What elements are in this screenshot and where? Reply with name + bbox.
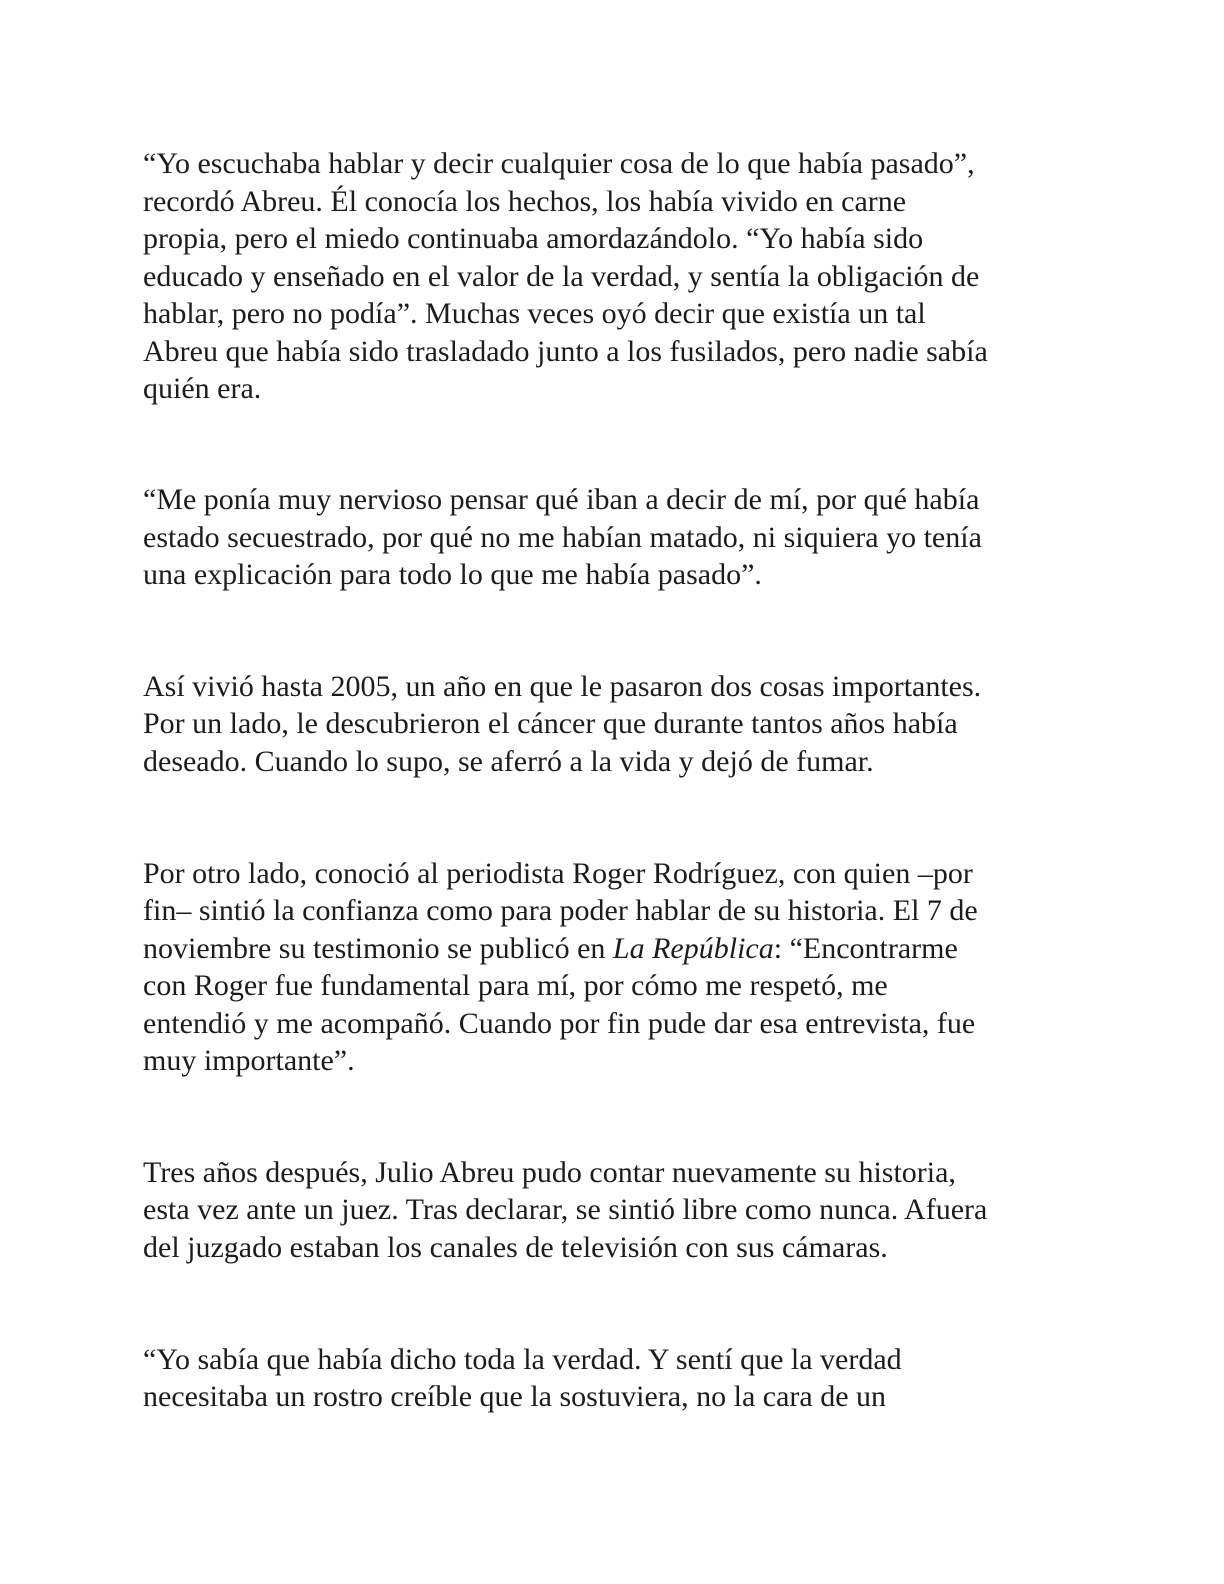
paragraph-4-line-1: Por otro lado, conoció al periodista Roger Rodríguez, con quien –por [143,857,973,890]
paragraph-1-line-7: quién era. [143,372,262,405]
paragraph-5-line-3: del juzgado estaban los canales de televisión con sus cámaras. [143,1231,888,1264]
paragraph-1-line-5: hablar, pero no podía”. Muchas veces oyó decir que existía un tal [143,297,926,330]
paragraph-4-line-3 [143,930,958,968]
paragraph-3-line-1: Así vivió hasta 2005, un año en que le pasaron dos cosas importantes. [143,670,982,703]
paragraph-1-line-1: “Yo escuchaba hablar y decir cualquier cosa de lo que había pasado”, [143,147,975,180]
paragraph-1-line-2: recordó Abreu. Él conocía los hechos, los había vivido en carne [143,185,907,218]
paragraph-4-line-3-start: noviembre su testimonio se publicó en [143,932,613,965]
paragraph-4-line-3-end: : “Encontrarme [773,932,958,965]
paragraph-4-line-5: entendió y me acompañó. Cuando por fin pude dar esa entrevista, fue [143,1007,976,1040]
paragraph-3-line-2: Por un lado, le descubrieron el cáncer que durante tantos años había [143,707,958,740]
paragraph-5-line-2: esta vez ante un juez. Tras declarar, se sintió libre como nunca. Afuera [143,1193,988,1226]
paragraph-2-line-3: una explicación para todo lo que me había pasado”. [143,558,762,591]
paragraph-1-line-3: propia, pero el miedo continuaba amordazándolo. “Yo había sido [143,222,924,255]
paragraph-4-line-4: con Roger fue fundamental para mí, por cómo me respetó, me [143,969,888,1002]
paragraph-1-line-6: Abreu que había sido trasladado junto a los fusilados, pero nadie sabía [143,335,988,368]
paragraph-6-line-1: “Yo sabía que había dicho toda la verdad. Y sentí que la verdad [143,1343,902,1376]
paragraph-2-line-2: estado secuestrado, por qué no me habían matado, ni siquiera yo tenía [143,521,982,554]
newspaper-title-la-republica: La República [612,932,774,965]
paragraph-4-line-2: fin– sintió la confianza como para poder hablar de su historia. El 7 de [143,894,978,927]
paragraph-4-line-6: muy importante”. [143,1044,355,1077]
paragraph-5-line-1: Tres años después, Julio Abreu pudo contar nuevamente su historia, [143,1156,956,1189]
paragraph-2-line-1: “Me ponía muy nervioso pensar qué iban a decir de mí, por qué había [143,483,980,516]
paragraph-6-line-2: necesitaba un rostro creíble que la sostuviera, no la cara de un [143,1380,887,1413]
paragraph-3-line-3: deseado. Cuando lo supo, se aferró a la vida y dejó de fumar. [143,745,874,778]
paragraph-1-line-4: educado y enseñado en el valor de la verdad, y sentía la obligación de [143,260,980,293]
